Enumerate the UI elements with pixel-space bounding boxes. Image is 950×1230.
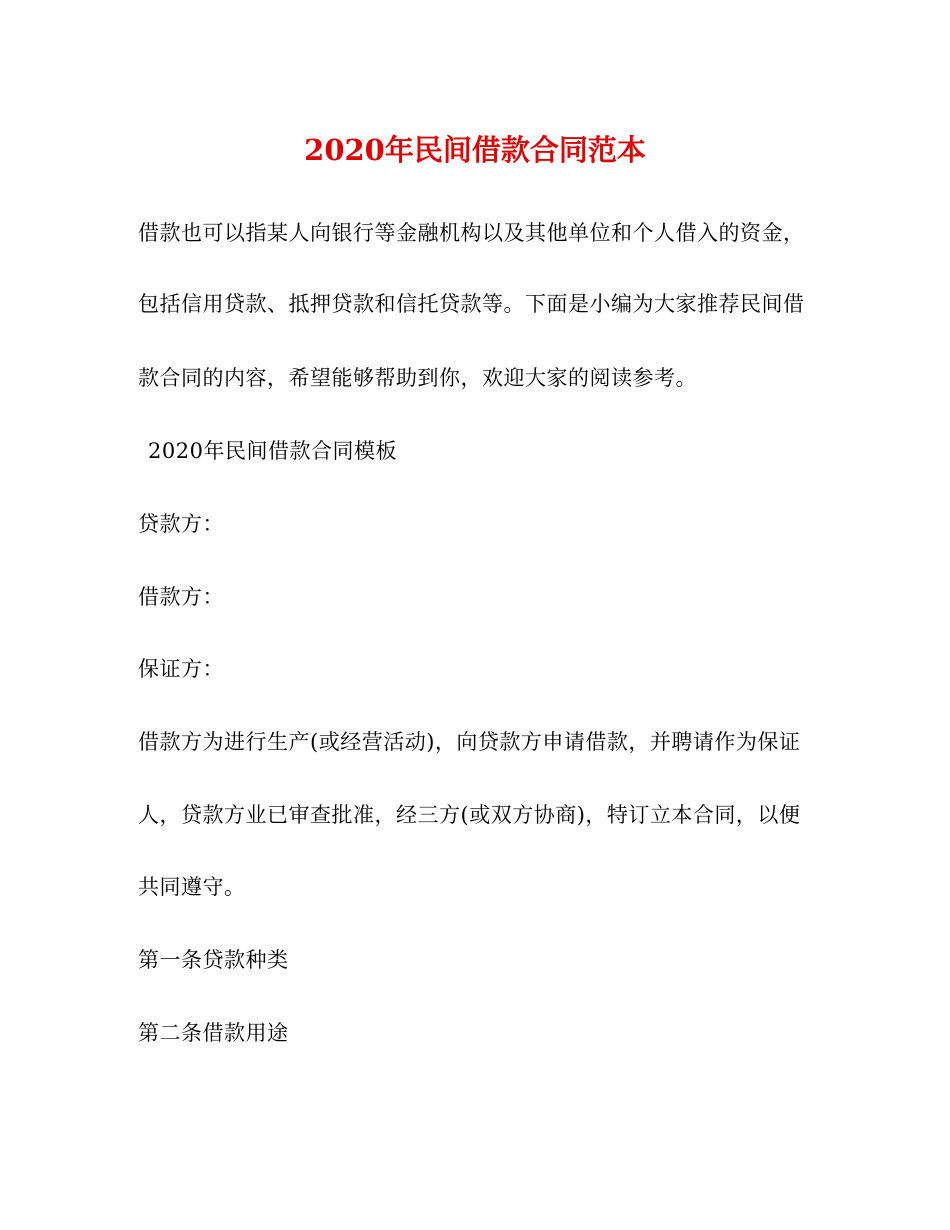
guarantor-label: 保证方： <box>138 657 224 681</box>
article-2-heading: 第二条借款用途 <box>138 1021 289 1045</box>
article-1-heading: 第一条贷款种类 <box>138 948 289 972</box>
intro-line-2: 包括信用贷款、抵押贷款和信托贷款等。下面是小编为大家推荐民间借 <box>138 292 805 316</box>
intro-line-1: 借款也可以指某人向银行等金融机构以及其他单位和个人借入的资金， <box>138 221 805 245</box>
document-title: 2020年民间借款合同范本 <box>304 133 646 167</box>
lender-label: 贷款方： <box>138 512 224 536</box>
borrower-label: 借款方： <box>138 585 224 609</box>
intro-line-3: 款合同的内容，希望能够帮助到你，欢迎大家的阅读参考。 <box>138 366 697 390</box>
document-subtitle: 2020年民间借款合同模板 <box>148 439 397 463</box>
preamble-line-2: 人，贷款方业已审查批准，经三方(或双方协商)，特订立本合同，以便 <box>138 803 801 827</box>
preamble-line-3: 共同遵守。 <box>138 875 246 899</box>
preamble-line-1: 借款方为进行生产(或经营活动)，向贷款方申请借款，并聘请作为保证 <box>138 730 801 754</box>
